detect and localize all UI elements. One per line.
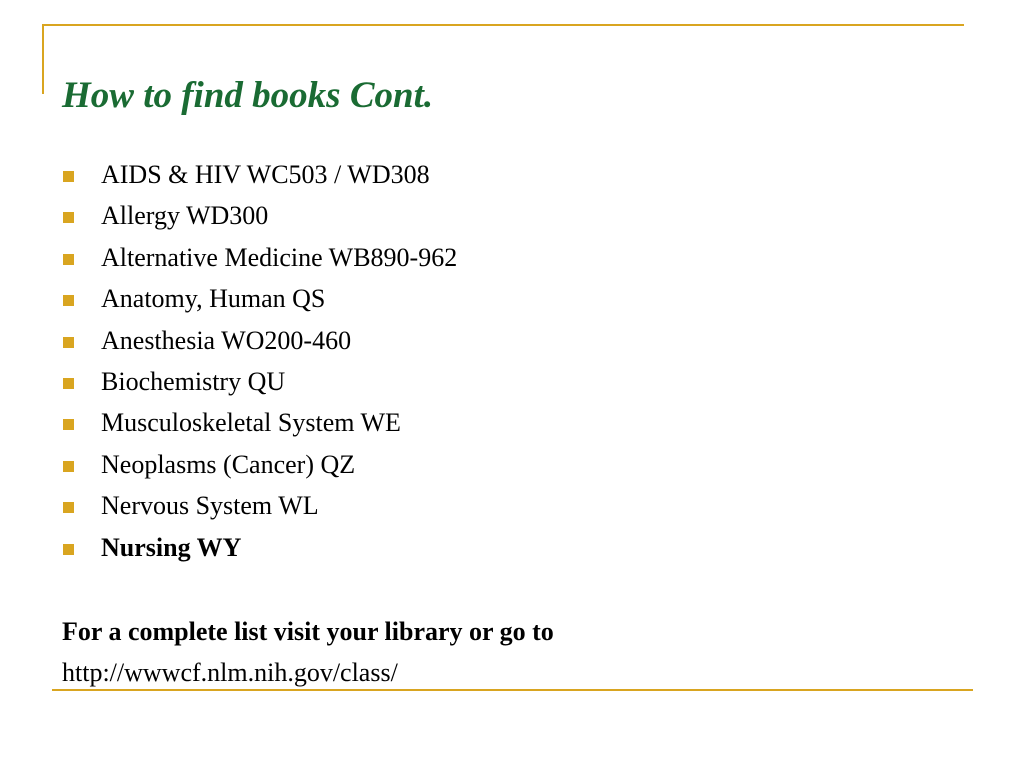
bullet-item [62,362,457,403]
bullet-text: Anatomy, Human QS [101,284,326,314]
square-bullet-icon [63,171,74,182]
bullet-item [62,528,457,569]
bullet-item [62,279,457,320]
top-accent-rule [42,24,964,26]
bullet-item [62,445,457,486]
bullet-text: Nervous System WL [101,491,319,521]
bullet-item [62,238,457,279]
bullet-list [62,155,457,569]
square-bullet-icon [63,461,74,472]
square-bullet-icon [63,337,74,348]
bullet-text: Neoplasms (Cancer) QZ [101,449,356,479]
bullet-text: Nursing WY [101,532,242,562]
bullet-item [62,196,457,237]
classification-url[interactable]: http://wwwcf.nlm.nih.gov/class/ [62,658,398,687]
bullet-item [62,321,457,362]
bullet-text: AIDS & HIV WC503 / WD308 [101,160,430,189]
bullet-text: Biochemistry QU [101,366,286,396]
slide-title: How to find books Cont. [62,75,434,116]
square-bullet-icon [63,254,74,265]
bullet-text: Musculoskeletal System WE [101,408,401,438]
bullet-text: Anesthesia WO200-460 [101,325,352,355]
square-bullet-icon [63,378,74,389]
bullet-item [62,155,457,196]
square-bullet-icon [63,295,74,306]
square-bullet-icon [63,502,74,513]
square-bullet-icon [63,419,74,430]
bullet-text: Alternative Medicine WB890-962 [101,242,458,272]
bottom-accent-rule [52,689,973,691]
bullet-item [62,486,457,527]
square-bullet-icon [63,544,74,555]
square-bullet-icon [63,212,74,223]
footer-line: For a complete list visit your library or go to [62,617,554,646]
left-accent-rule [42,24,44,94]
footer-note [62,611,554,693]
bullet-text: Allergy WD300 [101,201,269,231]
bullet-item [62,403,457,444]
